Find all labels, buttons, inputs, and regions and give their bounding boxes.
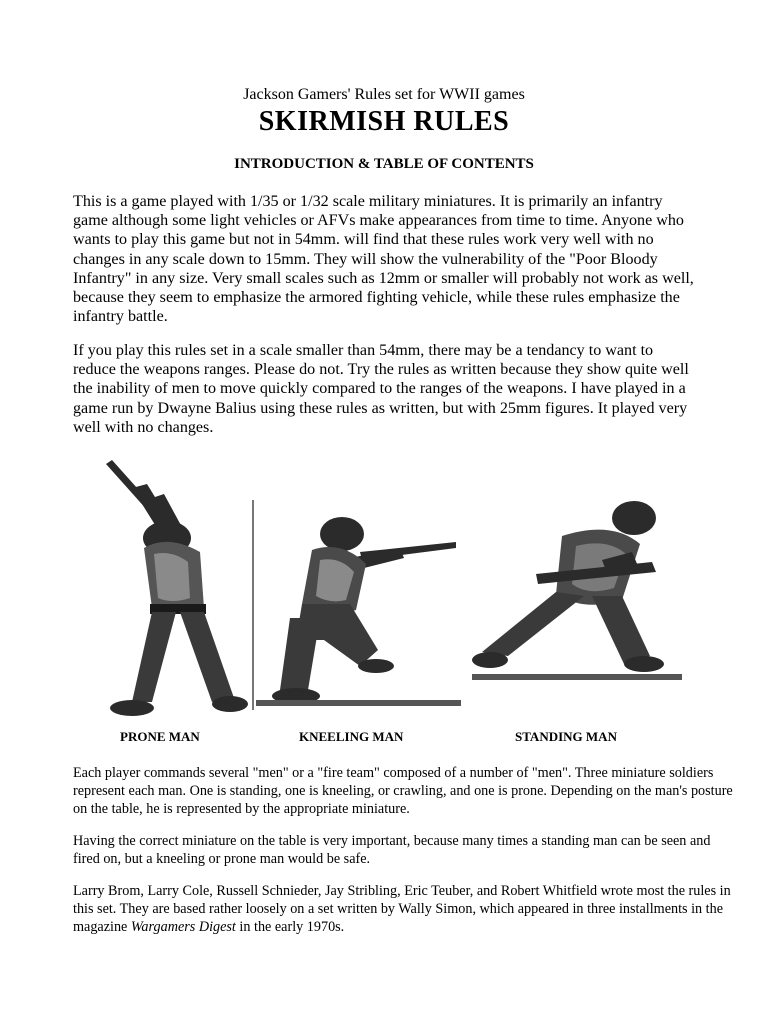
intro-paragraph-2: If you play this rules set in a scale smaller than 54mm, there may be a tendancy to want to reduce the weapons ranges. Please do not. Try the rules as written because they show quite well the inability of men to move quickly compared to the ranges of the weapons. I have played in a game run by Dwayne Balius using these rules as written, but with 25mm figures. It played very well with no changes.: [73, 342, 689, 436]
paragraph-5-text-end: in the early 1970s.: [235, 918, 345, 935]
body-paragraph-3: Each player commands several "men" or a "fire team" composed of a number of "men". Three miniature soldiers represent each man. One is standing, one is kneeling, or crawling, and one is prone. Depending on the man's posture on the table, he is represented by the appropriate miniature.: [73, 765, 733, 817]
intro-paragraph-1: This is a game played with 1/35 or 1/32 scale military miniatures. It is primarily an infantry game although some light vehicles or AFVs make appearances from time to time. Anyone who wants to play this game but not in 54mm. will find that these rules work very well with no changes in any scale down to 15mm. They will show the vulnerability of the "Poor Bloody Infantry" in any size. Very small scales such as 12mm or smaller will probably not work as well, because they seem to emphasize the armored fighting vehicle, while these rules emphasize the infantry battle.: [73, 193, 694, 326]
soldier-running-image: [472, 496, 684, 688]
caption-kneeling-man: KNEELING MAN: [299, 729, 404, 744]
body-paragraph-4: Having the correct miniature on the table is very important, because many times a standing man can be seen and fired on, but a kneeling or prone man would be safe.: [73, 833, 711, 867]
magazine-title: Wargamers Digest: [130, 918, 236, 935]
body-paragraph-5: [73, 883, 733, 936]
soldier-firing-up-image: [92, 458, 252, 720]
document-title: SKIRMISH RULES: [258, 106, 510, 137]
section-heading: INTRODUCTION & TABLE OF CONTENTS: [234, 156, 534, 172]
document-subtitle: Jackson Gamers' Rules set for WWII games: [243, 86, 525, 103]
caption-prone-man: PRONE MAN: [120, 729, 200, 744]
miniatures-figure-row: [0, 458, 768, 720]
paragraph-5-text-start: Larry Brom, Larry Cole, Russell Schnieder, Jay Stribling, Eric Teuber, and Robert Whitfield wrote most the rules in this set. They are based rather loosely on a set written by Wally Simon, which appeared in three installments in the magazine: [73, 883, 731, 935]
caption-standing-man: STANDING MAN: [515, 729, 617, 744]
soldier-kneeling-image: [250, 500, 465, 720]
